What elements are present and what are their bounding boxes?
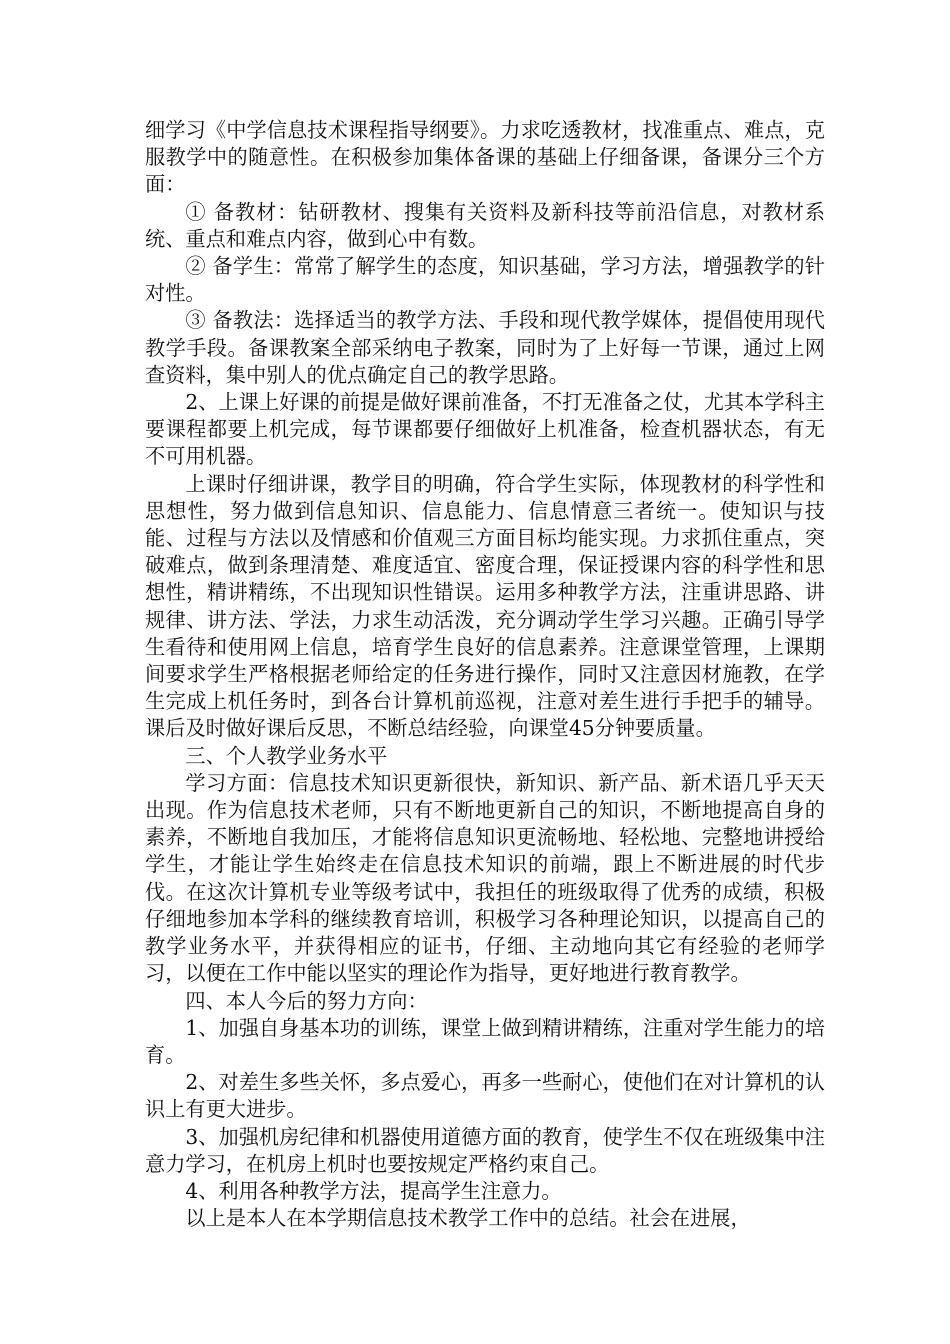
paragraph-teaching-in-class: 上课时仔细讲课，教学目的明确，符合学生实际，体现教材的科学性和思想性，努力做到信息知识、信息能力、信息情意三者统一。使知识与技能、过程与方法以及情感和价值观三方面目标均能实现。力求抓住重点，突破难点，做到条理清楚、难度适宜、密度合理，保证授课内容的科学性和思想性，精讲精练，不出现知识性错误。运用多种教学方法，注重讲思路、讲规律、讲方法、学法，力求生动活泼，充分调动学生学习兴趣。正确引导学生看待和使用网上信息，培育学生良好的信息素养。注意课堂管理，上课期间要求学生严格根据老师给定的任务进行操作，同时又注意因材施教，在学生完成上机任务时，到各台计算机前巡视，注意对差生进行手把手的辅导。课后及时做好课后反思，不断总结经验，向课堂45分钟要质量。: [145, 471, 825, 741]
list-item-care-students: 2、对差生多些关怀，多点爱心，再多一些耐心，使他们在对计算机的认识上有更大进步。: [145, 1070, 825, 1122]
paragraph-conclusion: 以上是本人在本学期信息技术教学工作中的总结。社会在进展，: [185, 1206, 751, 1231]
list-item-basic-skills: 1、加强自身基本功的训练，课堂上做到精讲精练，注重对学生能力的培育。: [145, 1015, 825, 1067]
list-item-lab-discipline: 3、加强机房纪律和机器使用道德方面的教育，使学生不仅在班级集中注意力学习，在机房上机时也要按规定严格约束自己。: [145, 1124, 825, 1176]
paragraph-course-study: 细学习《中学信息技术课程指导纲要》。力求吃透教材，找准重点、难点，克服教学中的随意性。在积极参加集体备课的基础上仔细备课，备课分三个方面：: [145, 118, 825, 197]
section-heading-personal-level: 三、个人教学业务水平: [185, 743, 388, 768]
list-item-teaching-methods: 4、利用各种教学方法，提高学生注意力。: [185, 1178, 562, 1203]
paragraph-prepare-students: ② 备学生：常常了解学生的态度，知识基础，学习方法，增强教学的针对性。: [145, 254, 825, 306]
document-page: [145, 117, 825, 1232]
paragraph-learning: 学习方面：信息技术知识更新很快，新知识、新产品、新术语几乎天天出现。作为信息技术老师，只有不断地更新自己的知识，不断地提高自身的素养，不断地自我加压，才能将信息知识更流畅地、轻松地、完整地讲授给学生，才能让学生始终走在信息技术知识的前端，跟上不断进展的时代步伐。在这次计算机专业等级考试中，我担任的班级取得了优秀的成绩，积极仔细地参加本学科的继续教育培训，积极学习各种理论知识，以提高自己的教学业务水平，并获得相应的证书，仔细、主动地向其它有经验的老师学习，以便在工作中能以坚实的理论作为指导，更好地进行教育教学。: [145, 770, 825, 986]
section-heading-future-direction: 四、本人今后的努力方向：: [185, 988, 428, 1013]
paragraph-class-preparation: 2、上课上好课的前提是做好课前准备，不打无准备之仗，尤其本学科主要课程都要上机完成，每节课都要仔细做好上机准备，检查机器状态，有无不可用机器。: [145, 390, 825, 469]
paragraph-prepare-methods: ③ 备教法：选择适当的教学方法、手段和现代教学媒体，提倡使用现代教学手段。备课教案全部采纳电子教案，同时为了上好每一节课，通过上网查资料，集中别人的优点确定自己的教学思路。: [145, 308, 825, 387]
paragraph-prepare-materials: ① 备教材：钻研教材、搜集有关资料及新科技等前沿信息，对教材系统、重点和难点内容，做到心中有数。: [145, 199, 825, 251]
